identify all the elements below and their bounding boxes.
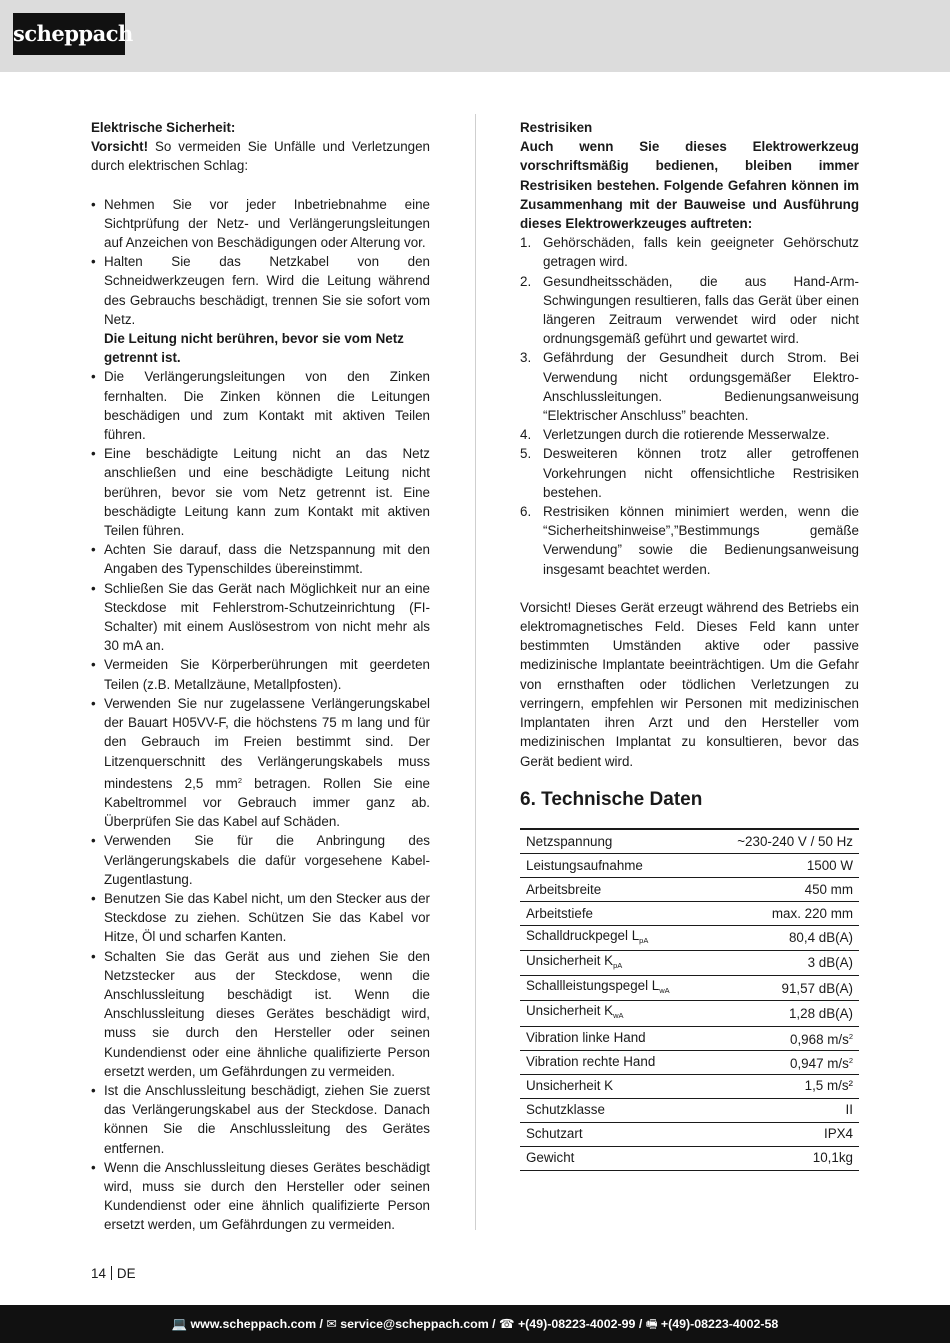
residual-risks-list xyxy=(520,233,859,579)
contact-footer: 💻 www.scheppach.com / ✉ service@scheppach.com / ☎ +(49)-08223-4002-99 / 🖷 +(49)-08223-4002-58 xyxy=(0,1305,950,1343)
table-row: Unsicherheit $K_{wA}$ 1,28 dB(A) xyxy=(520,1001,859,1026)
list-item: • Halten Sie das Netzkabel von den Schneidwerkzeugen fern. Wird die Leitung während des Gebrauchs beschädigt, trennen Sie sie sofort vom Netz. xyxy=(91,254,430,327)
bullet-icon: • xyxy=(91,542,96,558)
page-language: DE xyxy=(116,1266,136,1281)
warning-label: Vorsicht! xyxy=(91,139,149,155)
list-item: 1. Gehörschäden, falls kein geeigneter Gehörschutz getragen wird. xyxy=(520,235,859,270)
bullet-icon: • xyxy=(91,369,96,385)
table-row: Netzspannung ~230-240 V / 50 Hz xyxy=(520,829,859,854)
list-item: 2. Gesundheitsschäden, die aus Hand-Arm-Schwingungen resultieren, falls das Gerät über einen längeren Zeitraum verwendet wird oder nicht ordnungsgemäß geführt und gewartet wird. xyxy=(520,273,859,347)
table-row: Schalldruckpegel $L_{pA}$ 80,4 dB(A) xyxy=(520,925,859,950)
phone-number: +(49)-08223-4002-99 xyxy=(517,1317,636,1331)
scheppach-logo: scheppach xyxy=(13,13,125,55)
bullet-icon: • xyxy=(91,948,96,964)
table-row: Schutzklasse II xyxy=(520,1098,859,1122)
list-item: 5. Desweiteren können trotz aller getroffenen Vorkehrungen nicht offensichtliche Restrisiken bestehen. xyxy=(520,446,859,500)
fax-icon: 🖷 xyxy=(645,1317,658,1331)
bullet-icon: • xyxy=(91,833,96,849)
phone-icon: ☎ xyxy=(499,1317,515,1331)
list-item: • Eine beschädigte Leitung nicht an das Netz anschließen und eine beschädigte Leitung nicht berühren, bevor sie vom Netz getrennt ist. Eine beschädigte Leitung kann zum Kontakt mit aktiven Teilen führen. xyxy=(91,446,430,539)
bullet-icon: • xyxy=(91,580,96,596)
page-header xyxy=(0,0,950,72)
technical-data-table xyxy=(520,828,859,1171)
safety-bullet-list xyxy=(91,195,430,329)
residual-risks-heading: Restrisiken xyxy=(520,120,593,135)
computer-icon: 💻 xyxy=(171,1317,188,1331)
table-row: Leistungsaufnahme 1500 W xyxy=(520,853,859,877)
fax-number: +(49)-08223-4002-58 xyxy=(660,1317,779,1331)
table-row: Vibration linke Hand 0,968 $m/s^2$ xyxy=(520,1026,859,1050)
safety-bullet-list-continued xyxy=(91,367,430,1234)
residual-risks-intro: Auch wenn Sie dieses Elektrowerkzeug vorschriftsmäßig bedienen, bleiben immer Restrisiken bestehen. Folgende Gefahren können im Zusammenhang mit der Bauweise und Ausführung dieses Elektrowerkzeuges auftreten: xyxy=(520,139,859,232)
table-row: Arbeitsbreite 450 mm xyxy=(520,877,859,901)
cable-note: Die Leitung nicht berühren, bevor sie vom Netz getrennt ist. xyxy=(104,331,404,366)
page-number-divider xyxy=(111,1266,112,1280)
page-number-value: 14 xyxy=(91,1266,106,1281)
mail-icon: ✉ xyxy=(326,1317,337,1331)
list-item: • Nehmen Sie vor jeder Inbetriebnahme eine Sichtprüfung der Netz- und Verlängerungsleitungen auf Anzeichen von Beschädigungen oder Alterung vor. xyxy=(91,196,430,251)
page-number xyxy=(91,1265,136,1283)
email-link[interactable]: service@scheppach.com xyxy=(340,1317,489,1331)
table-row: Vibration rechte Hand 0,947 $m/s^2$ xyxy=(520,1050,859,1074)
bullet-icon: • xyxy=(91,890,96,906)
electrical-safety-heading: Elektrische Sicherheit: xyxy=(91,120,236,135)
table-row: Schallleistungspegel $L_{wA}$ 91,57 dB(A) xyxy=(520,976,859,1001)
list-item: • Achten Sie darauf, dass die Netzspannung mit den Angaben des Typenschildes übereinstimmt. xyxy=(91,542,430,577)
list-item: 6. Restrisiken können minimiert werden, wenn die “Sicherheitshinweise”,”Bestimmungs gemäße Verwendung” sowie die Bedienungsanweisung insgesamt beachtet werden. xyxy=(520,504,859,577)
website-link[interactable]: www.scheppach.com xyxy=(190,1317,317,1331)
table-row: Unsicherheit $K_{pA}$ 3 dB(A) xyxy=(520,950,859,975)
list-item: 3. Gefährdung der Gesundheit durch Strom. Bei Verwendung nicht ordungsgemäßer Elektro-Anschlussleitungen. Bedienungsanweisung “Elektrischer Anschluss” beachten. xyxy=(520,350,859,424)
table-row: Schutzart IPX4 xyxy=(520,1122,859,1146)
bullet-icon: • xyxy=(91,196,96,212)
bullet-icon: • xyxy=(91,254,96,270)
emf-warning: Vorsicht! Dieses Gerät erzeugt während des Betriebs ein elektromagnetisches Feld. Dieses Feld kann unter bestimmten Umständen aktive oder passive medizinische Implantate beeinträchtigen. Um die Gefahr von ernsthaften oder tödlichen Verletzungen zu verringern, empfehlen wir Personen mit medizinischen Implantaten ihren Arzt und den Hersteller vom medizinischen Implantat zu konsultieren, bevor das Gerät bedient wird. xyxy=(520,599,859,769)
list-item: • Vermeiden Sie Körperberührungen mit geerdeten Teilen (z.B. Metallzäune, Metallpfosten). xyxy=(91,657,430,692)
table-row: Arbeitstiefe max. 220 mm xyxy=(520,901,859,925)
warning-text: So vermeiden Sie Unfälle und Verletzungen durch elektrischen Schlag: xyxy=(91,139,430,174)
column-divider xyxy=(475,114,476,1230)
list-item: • Wenn die Anschlussleitung dieses Gerätes beschädigt wird, muss sie durch den Hersteller oder seinen Kundendienst oder eine ähnlich qualifizierte Person ersetzt werden, um Gefährdungen zu vermeiden. xyxy=(91,1159,430,1233)
bullet-icon: • xyxy=(91,657,96,673)
electrical-safety-column xyxy=(91,118,430,1235)
bullet-icon: • xyxy=(91,1082,96,1098)
list-item: • Die Verlängerungsleitungen von den Zinken fernhalten. Die Zinken können die Leitungen beschädigen und zum Kontakt mit aktiven Teilen führen. xyxy=(91,369,430,443)
residual-risks-column xyxy=(520,118,859,1171)
bullet-icon: • xyxy=(91,446,96,462)
list-item: • Verwenden Sie nur zugelassene Verlängerungskabel der Bauart H05VV-F, die höchstens 75 m lang und für den Gebrauch im Freien bestimmt sind. Der Litzenquerschnitt des Verlängerungskabels muss mindestens 2,5 $mm^2$ betragen. Rollen Sie eine Kabeltrommel vor Gebrauch immer ganz ab. Überprüfen Sie das Kabel auf Schäden. xyxy=(91,695,430,830)
bullet-icon: • xyxy=(91,695,96,711)
list-item: • Schalten Sie das Gerät aus und ziehen Sie den Netzstecker aus der Steckdose, wenn die Anschlussleitung beschädigt ist. Wenn die Anschlussleitung dieses Gerätes beschädigt wird, muss sie durch den Hersteller oder seinen Kundendienst oder eine ähnliche qualifizierte Person ersetzt werden, um Gefährdungen zu vermeiden. xyxy=(91,948,430,1079)
electrical-safety-warning xyxy=(91,137,430,175)
list-item: • Verwenden Sie für die Anbringung des Verlängerungskabels die dafür vorgesehene Kabel-Zugentlastung. xyxy=(91,833,430,887)
table-row: Unsicherheit K 1,5 m/s² xyxy=(520,1074,859,1098)
list-item: • Benutzen Sie das Kabel nicht, um den Stecker aus der Steckdose zu ziehen. Schützen Sie das Kabel vor Hitze, Öl und scharfen Kanten. xyxy=(91,890,430,945)
technical-data-title: 6. Technische Daten xyxy=(520,788,703,810)
list-item: • Schließen Sie das Gerät nach Möglichkeit nur an eine Steckdose mit Fehlerstrom-Schutzeinrichtung (FI-Schalter) mit einem Auslösestrom von nicht mehr als 30 mA an. xyxy=(91,580,430,654)
list-item: • Ist die Anschlussleitung beschädigt, ziehen Sie zuerst das Verlängerungskabel aus der Steckdose. Danach können Sie die Anschlussleitung des Gerätes entfernen. xyxy=(91,1082,430,1156)
bullet-icon: • xyxy=(91,1159,96,1175)
table-row: Gewicht 10,1kg xyxy=(520,1146,859,1170)
list-item: 4. Verletzungen durch die rotierende Messerwalze. xyxy=(520,427,830,443)
